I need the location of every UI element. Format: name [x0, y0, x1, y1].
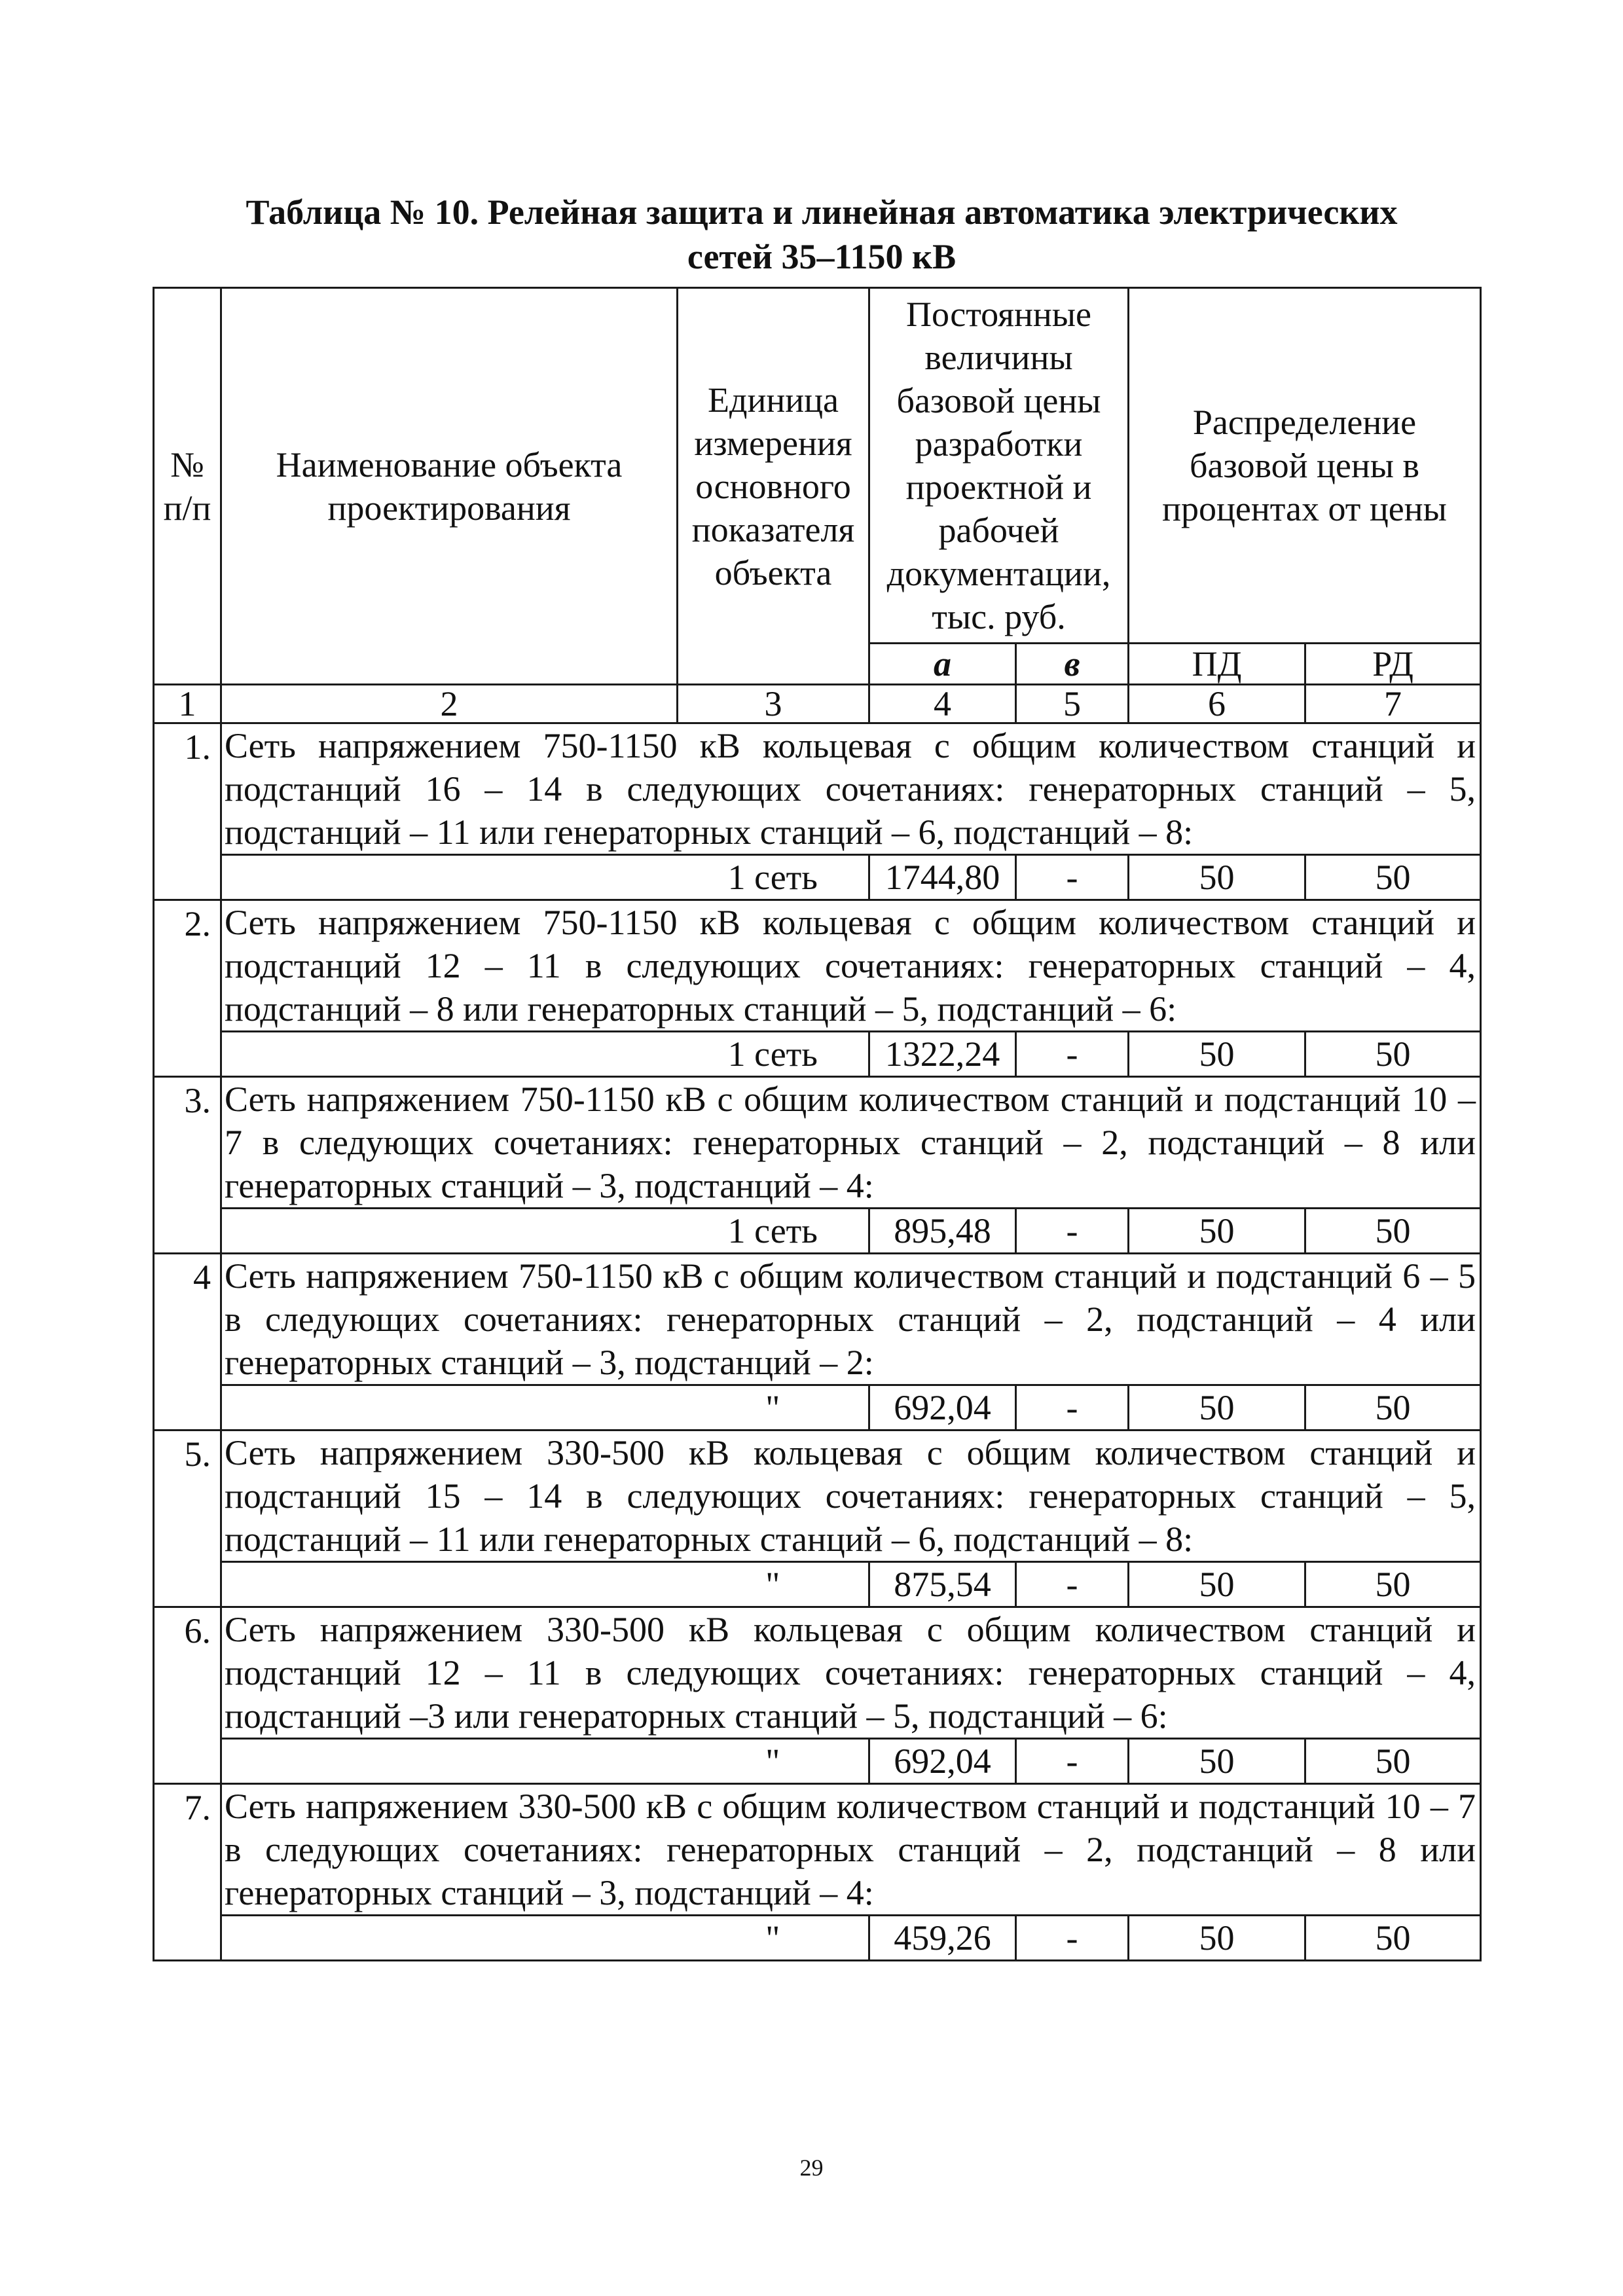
row-price-a: 1322,24 [869, 1032, 1016, 1077]
row-pd: 50 [1129, 1916, 1305, 1961]
row-unit: 1 сеть [678, 1032, 869, 1077]
row-price-a: 1744,80 [869, 855, 1016, 900]
column-number: 2 [221, 685, 678, 723]
column-number: 1 [154, 685, 221, 723]
column-number: 5 [1016, 685, 1129, 723]
header-a: а [869, 644, 1016, 685]
row-rd: 50 [1305, 855, 1481, 900]
row-description: Сеть напряжением 750-1150 кВ кольцевая с общим количеством станций и подстанций 12 – 11 в следующих сочетаниях: генераторных станций – 4, подстанций – 8 или генераторных станций – 5, подстанций – 6: [221, 900, 1481, 1032]
row-rd: 50 [1305, 1916, 1481, 1961]
header-rd: РД [1305, 644, 1481, 685]
table-row [154, 1077, 1481, 1209]
row-pd: 50 [1129, 1739, 1305, 1784]
column-number: 4 [869, 685, 1016, 723]
empty-cell [221, 1209, 678, 1254]
column-number: 3 [678, 685, 869, 723]
row-rd: 50 [1305, 1739, 1481, 1784]
row-price-v: - [1016, 855, 1129, 900]
row-description: Сеть напряжением 750-1150 кВ с общим количеством станций и подстанций 10 – 7 в следующих сочетаниях: генераторных станций – 2, подстанций – 8 или генераторных станций – 3, подстанций – 4: [221, 1077, 1481, 1209]
row-price-v: - [1016, 1385, 1129, 1430]
row-unit: " [678, 1916, 869, 1961]
row-number: 1. [154, 723, 221, 900]
table-row-values [154, 1209, 1481, 1254]
header-row [154, 288, 1481, 644]
row-pd: 50 [1129, 855, 1305, 900]
row-unit: 1 сеть [678, 1209, 869, 1254]
row-unit: " [678, 1562, 869, 1607]
table-row-values [154, 1385, 1481, 1430]
row-price-v: - [1016, 1562, 1129, 1607]
empty-cell [221, 1739, 678, 1784]
title-line-2: сетей 35–1150 кВ [687, 237, 957, 276]
row-number: 2. [154, 900, 221, 1077]
empty-cell [221, 1032, 678, 1077]
header-v: в [1016, 644, 1129, 685]
row-price-v: - [1016, 1209, 1129, 1254]
table-row [154, 1607, 1481, 1739]
table-row-values [154, 1032, 1481, 1077]
empty-cell [221, 855, 678, 900]
row-unit: 1 сеть [678, 855, 869, 900]
row-description: Сеть напряжением 330-500 кВ с общим количеством станций и подстанций 10 – 7 в следующих сочетаниях: генераторных станций – 2, подстанций – 8 или генераторных станций – 3, подстанций – 4: [221, 1784, 1481, 1916]
row-unit: " [678, 1385, 869, 1430]
row-price-a: 895,48 [869, 1209, 1016, 1254]
table-row-values [154, 1916, 1481, 1961]
row-price-v: - [1016, 1916, 1129, 1961]
empty-cell [221, 1916, 678, 1961]
table-row [154, 723, 1481, 855]
table-row-values [154, 1739, 1481, 1784]
row-description: Сеть напряжением 750-1150 кВ с общим количеством станций и подстанций 6 – 5 в следующих сочетаниях: генераторных станций – 2, подстанций – 4 или генераторных станций – 3, подстанций – 2: [221, 1254, 1481, 1385]
header-price: Постоянные величины базовой цены разработки проектной и рабочей документации, тыс. руб. [869, 288, 1129, 644]
column-number: 7 [1305, 685, 1481, 723]
row-price-v: - [1016, 1739, 1129, 1784]
header-num: № п/п [154, 288, 221, 685]
table-row [154, 1784, 1481, 1916]
table-row [154, 1254, 1481, 1385]
row-rd: 50 [1305, 1385, 1481, 1430]
row-rd: 50 [1305, 1562, 1481, 1607]
price-table [153, 287, 1482, 1961]
row-unit: " [678, 1739, 869, 1784]
table-row-values [154, 855, 1481, 900]
table-body [154, 288, 1481, 1961]
row-pd: 50 [1129, 1385, 1305, 1430]
row-number: 6. [154, 1607, 221, 1784]
row-description: Сеть напряжением 330-500 кВ кольцевая с общим количеством станций и подстанций 12 – 11 в следующих сочетаниях: генераторных станций – 4, подстанций –3 или генераторных станций – 5, подстанций – 6: [221, 1607, 1481, 1739]
row-number: 4 [154, 1254, 221, 1430]
header-name: Наименование объекта проектирования [221, 288, 678, 685]
row-description: Сеть напряжением 750-1150 кВ кольцевая с общим количеством станций и подстанций 16 – 14 в следующих сочетаниях: генераторных станций – 5, подстанций – 11 или генераторных станций – 6, подстанций – 8: [221, 723, 1481, 855]
row-number: 5. [154, 1430, 221, 1607]
table-row-values [154, 1562, 1481, 1607]
title-line-1: Таблица № 10. Релейная защита и линейная автоматика электрических [246, 192, 1398, 232]
row-rd: 50 [1305, 1032, 1481, 1077]
empty-cell [221, 1385, 678, 1430]
empty-cell [221, 1562, 678, 1607]
row-pd: 50 [1129, 1209, 1305, 1254]
row-number: 3. [154, 1077, 221, 1254]
row-pd: 50 [1129, 1032, 1305, 1077]
header-pd: ПД [1129, 644, 1305, 685]
column-numbers-row [154, 685, 1481, 723]
column-number: 6 [1129, 685, 1305, 723]
header-unit: Единица измерения основного показателя объекта [678, 288, 869, 685]
table-row [154, 1430, 1481, 1562]
row-number: 7. [154, 1784, 221, 1961]
row-rd: 50 [1305, 1209, 1481, 1254]
row-description: Сеть напряжением 330-500 кВ кольцевая с общим количеством станций и подстанций 15 – 14 в следующих сочетаниях: генераторных станций – 5, подстанций – 11 или генераторных станций – 6, подстанций – 8: [221, 1430, 1481, 1562]
row-price-a: 692,04 [869, 1739, 1016, 1784]
table-title [151, 190, 1493, 279]
row-price-v: - [1016, 1032, 1129, 1077]
header-distribution: Распределение базовой цены в процентах от цены [1129, 288, 1481, 644]
table-row [154, 900, 1481, 1032]
row-price-a: 459,26 [869, 1916, 1016, 1961]
row-pd: 50 [1129, 1562, 1305, 1607]
page-number: 29 [799, 2155, 824, 2181]
row-price-a: 692,04 [869, 1385, 1016, 1430]
row-price-a: 875,54 [869, 1562, 1016, 1607]
